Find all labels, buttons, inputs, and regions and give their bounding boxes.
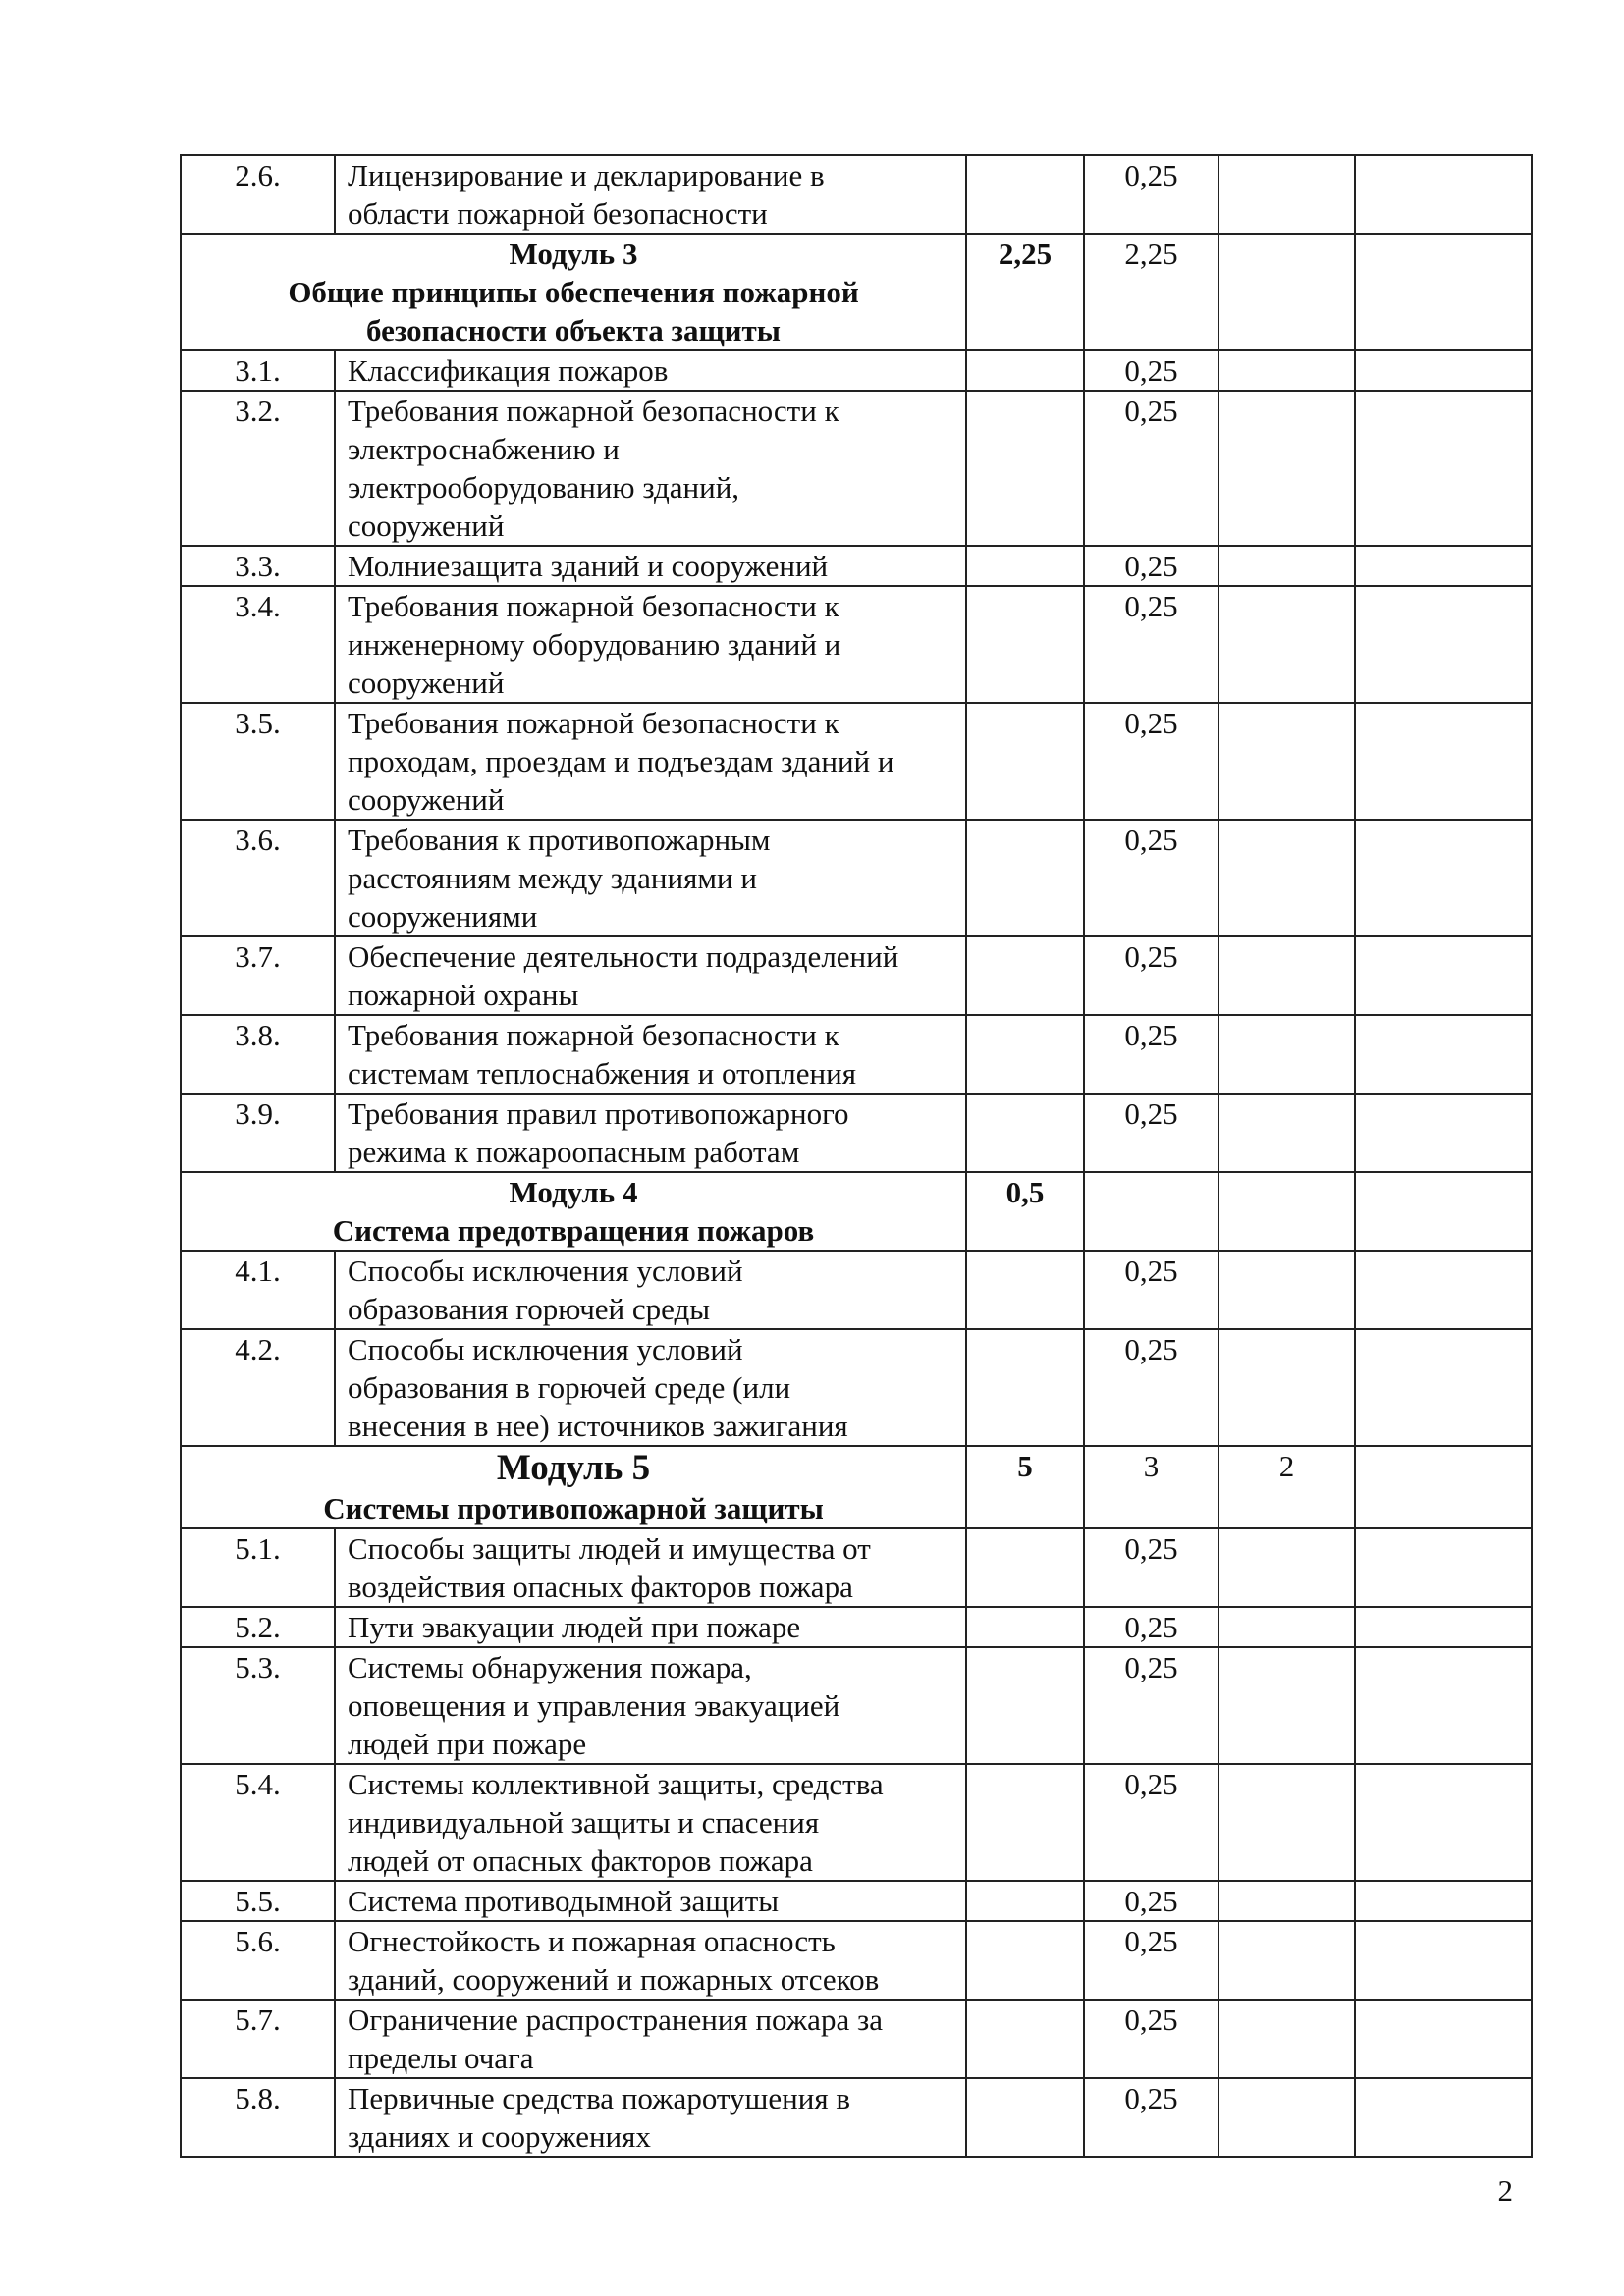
topic-line: Способы исключения условий: [348, 1332, 743, 1366]
topic-cell: [335, 820, 966, 936]
topic-cell: [335, 1528, 966, 1607]
item-number-cell: 5.4.: [181, 1764, 335, 1881]
other-hours-cell: [1355, 1172, 1532, 1251]
total-hours-cell: [966, 703, 1084, 820]
other-hours-cell: [1355, 1921, 1532, 2000]
topic-cell: [335, 586, 966, 703]
practice-hours-cell: [1218, 1764, 1355, 1881]
topic-line: Способы защиты людей и имущества от: [348, 1531, 871, 1566]
topic-line: индивидуальной защиты и спасения: [348, 1805, 820, 1840]
other-hours-cell: [1355, 350, 1532, 391]
table-row: [181, 2000, 1532, 2078]
practice-hours-cell: 2: [1218, 1446, 1355, 1528]
lecture-hours-cell: 0,25: [1084, 1251, 1218, 1329]
lecture-hours-cell: 0,25: [1084, 1329, 1218, 1446]
other-hours-cell: [1355, 820, 1532, 936]
table-row: [181, 1647, 1532, 1764]
lecture-hours-cell: 0,25: [1084, 1015, 1218, 1094]
lecture-hours-cell: 0,25: [1084, 155, 1218, 234]
table-row: [181, 1329, 1532, 1446]
topic-line: системам теплоснабжения и отопления: [348, 1056, 856, 1091]
topic-cell: [335, 1647, 966, 1764]
practice-hours-cell: [1218, 936, 1355, 1015]
topic-line: режима к пожароопасным работам: [348, 1135, 800, 1169]
lecture-hours-cell: 0,25: [1084, 1647, 1218, 1764]
module-title-cell: [181, 1446, 966, 1528]
practice-hours-cell: [1218, 1921, 1355, 2000]
topic-line: воздействия опасных факторов пожара: [348, 1570, 853, 1604]
topic-line: Системы коллективной защиты, средства: [348, 1767, 884, 1801]
other-hours-cell: [1355, 1094, 1532, 1172]
topic-line: образования в горючей среде (или: [348, 1370, 791, 1405]
table-row: [181, 820, 1532, 936]
module-header-row: [181, 1172, 1532, 1251]
topic-line: области пожарной безопасности: [348, 196, 768, 231]
item-number-cell: 3.2.: [181, 391, 335, 546]
total-hours-cell: [966, 1015, 1084, 1094]
practice-hours-cell: [1218, 1251, 1355, 1329]
module-title-cell: [181, 1172, 966, 1251]
item-number-cell: 4.2.: [181, 1329, 335, 1446]
practice-hours-cell: [1218, 234, 1355, 350]
item-number-cell: 5.5.: [181, 1881, 335, 1921]
total-hours-cell: 2,25: [966, 234, 1084, 350]
lecture-hours-cell: 0,25: [1084, 391, 1218, 546]
other-hours-cell: [1355, 1528, 1532, 1607]
item-number-cell: 3.6.: [181, 820, 335, 936]
total-hours-cell: [966, 1921, 1084, 2000]
module-name: Модуль 3: [509, 237, 638, 271]
practice-hours-cell: [1218, 1881, 1355, 1921]
lecture-hours-cell: 0,25: [1084, 1764, 1218, 1881]
module-header-row: [181, 1446, 1532, 1528]
item-number-cell: 5.2.: [181, 1607, 335, 1647]
other-hours-cell: [1355, 1607, 1532, 1647]
topic-line: пределы очага: [348, 2041, 534, 2075]
topic-line: Система противодымной защиты: [348, 1884, 780, 1918]
topic-line: пожарной охраны: [348, 978, 579, 1012]
total-hours-cell: [966, 820, 1084, 936]
lecture-hours-cell: 0,25: [1084, 1607, 1218, 1647]
other-hours-cell: [1355, 155, 1532, 234]
topic-line: сооружений: [348, 508, 505, 543]
practice-hours-cell: [1218, 1172, 1355, 1251]
table-row: [181, 1094, 1532, 1172]
table-row: [181, 2078, 1532, 2157]
topic-cell: [335, 2000, 966, 2078]
topic-cell: [335, 703, 966, 820]
other-hours-cell: [1355, 1015, 1532, 1094]
total-hours-cell: [966, 546, 1084, 586]
item-number-cell: 3.5.: [181, 703, 335, 820]
topic-line: внесения в нее) источников зажигания: [348, 1409, 848, 1443]
lecture-hours-cell: 0,25: [1084, 936, 1218, 1015]
lecture-hours-cell: 3: [1084, 1446, 1218, 1528]
topic-line: оповещения и управления эвакуацией: [348, 1688, 840, 1723]
other-hours-cell: [1355, 703, 1532, 820]
topic-line: зданиях и сооружениях: [348, 2119, 651, 2154]
lecture-hours-cell: 0,25: [1084, 1921, 1218, 2000]
module-name: Модуль 5: [496, 1448, 651, 1488]
total-hours-cell: [966, 1528, 1084, 1607]
practice-hours-cell: [1218, 1607, 1355, 1647]
other-hours-cell: [1355, 1446, 1532, 1528]
lecture-hours-cell: 0,25: [1084, 1528, 1218, 1607]
topic-line: людей при пожаре: [348, 1727, 587, 1761]
lecture-hours-cell: 0,25: [1084, 2000, 1218, 2078]
other-hours-cell: [1355, 1647, 1532, 1764]
table-row: [181, 1764, 1532, 1881]
total-hours-cell: [966, 391, 1084, 546]
module-title-line: Общие принципы обеспечения пожарной: [288, 275, 859, 309]
topic-cell: [335, 936, 966, 1015]
practice-hours-cell: [1218, 703, 1355, 820]
curriculum-table: [180, 154, 1533, 2158]
topic-line: Требования пожарной безопасности к: [348, 706, 839, 740]
module-title-line: Система предотвращения пожаров: [332, 1213, 815, 1248]
item-number-cell: 4.1.: [181, 1251, 335, 1329]
lecture-hours-cell: 0,25: [1084, 1094, 1218, 1172]
practice-hours-cell: [1218, 2078, 1355, 2157]
topic-line: Первичные средства пожаротушения в: [348, 2081, 850, 2115]
other-hours-cell: [1355, 546, 1532, 586]
topic-line: Требования пожарной безопасности к: [348, 589, 839, 623]
module-title-line: Системы противопожарной защиты: [323, 1491, 824, 1525]
topic-line: Молниезащита зданий и сооружений: [348, 549, 829, 583]
practice-hours-cell: [1218, 1329, 1355, 1446]
topic-line: проходам, проездам и подъездам зданий и: [348, 744, 894, 778]
topic-cell: [335, 1764, 966, 1881]
topic-cell: [335, 391, 966, 546]
lecture-hours-cell: 0,25: [1084, 1881, 1218, 1921]
topic-line: Пути эвакуации людей при пожаре: [348, 1610, 801, 1644]
topic-cell: [335, 1607, 966, 1647]
total-hours-cell: [966, 155, 1084, 234]
total-hours-cell: 5: [966, 1446, 1084, 1528]
topic-line: Лицензирование и декларирование в: [348, 158, 825, 192]
practice-hours-cell: [1218, 546, 1355, 586]
table-row: [181, 350, 1532, 391]
table-row: [181, 1015, 1532, 1094]
practice-hours-cell: [1218, 2000, 1355, 2078]
practice-hours-cell: [1218, 155, 1355, 234]
lecture-hours-cell: 0,25: [1084, 820, 1218, 936]
lecture-hours-cell: 2,25: [1084, 234, 1218, 350]
total-hours-cell: [966, 1764, 1084, 1881]
table-row: [181, 1881, 1532, 1921]
other-hours-cell: [1355, 1881, 1532, 1921]
topic-line: зданий, сооружений и пожарных отсеков: [348, 1962, 880, 1997]
topic-cell: [335, 1921, 966, 2000]
total-hours-cell: [966, 1881, 1084, 1921]
item-number-cell: 2.6.: [181, 155, 335, 234]
topic-line: сооружениями: [348, 899, 538, 934]
other-hours-cell: [1355, 936, 1532, 1015]
total-hours-cell: [966, 1251, 1084, 1329]
item-number-cell: 3.1.: [181, 350, 335, 391]
topic-cell: [335, 546, 966, 586]
table-row: [181, 703, 1532, 820]
practice-hours-cell: [1218, 1094, 1355, 1172]
module-title-cell: [181, 234, 966, 350]
table-row: [181, 1251, 1532, 1329]
topic-line: расстояниям между зданиями и: [348, 861, 757, 895]
table-row: [181, 586, 1532, 703]
topic-cell: [335, 1015, 966, 1094]
total-hours-cell: [966, 586, 1084, 703]
table-row: [181, 1607, 1532, 1647]
other-hours-cell: [1355, 2000, 1532, 2078]
other-hours-cell: [1355, 1251, 1532, 1329]
curriculum-table-body: [181, 155, 1532, 2157]
topic-line: людей от опасных факторов пожара: [348, 1843, 813, 1878]
item-number-cell: 3.3.: [181, 546, 335, 586]
total-hours-cell: [966, 2000, 1084, 2078]
item-number-cell: 5.7.: [181, 2000, 335, 2078]
table-row: [181, 155, 1532, 234]
table-row: [181, 936, 1532, 1015]
other-hours-cell: [1355, 234, 1532, 350]
item-number-cell: 3.8.: [181, 1015, 335, 1094]
lecture-hours-cell: [1084, 1172, 1218, 1251]
lecture-hours-cell: 0,25: [1084, 586, 1218, 703]
item-number-cell: 5.3.: [181, 1647, 335, 1764]
item-number-cell: 3.7.: [181, 936, 335, 1015]
total-hours-cell: [966, 1329, 1084, 1446]
total-hours-cell: [966, 936, 1084, 1015]
practice-hours-cell: [1218, 1528, 1355, 1607]
topic-line: Способы исключения условий: [348, 1254, 743, 1288]
topic-line: Ограничение распространения пожара за: [348, 2002, 883, 2037]
practice-hours-cell: [1218, 391, 1355, 546]
topic-line: сооружений: [348, 782, 505, 817]
topic-line: Классификация пожаров: [348, 353, 669, 388]
table-row: [181, 1528, 1532, 1607]
topic-cell: [335, 155, 966, 234]
topic-line: Требования правил противопожарного: [348, 1096, 849, 1131]
lecture-hours-cell: 0,25: [1084, 350, 1218, 391]
practice-hours-cell: [1218, 820, 1355, 936]
topic-line: Требования пожарной безопасности к: [348, 1018, 839, 1052]
lecture-hours-cell: 0,25: [1084, 2078, 1218, 2157]
other-hours-cell: [1355, 391, 1532, 546]
page-number: 2: [1497, 2173, 1513, 2208]
table-row: [181, 391, 1532, 546]
item-number-cell: 3.4.: [181, 586, 335, 703]
item-number-cell: 5.1.: [181, 1528, 335, 1607]
total-hours-cell: 0,5: [966, 1172, 1084, 1251]
topic-line: образования горючей среды: [348, 1292, 711, 1326]
module-name: Модуль 4: [509, 1175, 638, 1209]
topic-line: инженерному оборудованию зданий и: [348, 627, 841, 662]
total-hours-cell: [966, 350, 1084, 391]
table-row: [181, 1921, 1532, 2000]
total-hours-cell: [966, 1647, 1084, 1764]
item-number-cell: 5.8.: [181, 2078, 335, 2157]
topic-line: Огнестойкость и пожарная опасность: [348, 1924, 836, 1958]
topic-line: Обеспечение деятельности подразделений: [348, 939, 899, 974]
topic-line: Требования пожарной безопасности к: [348, 394, 839, 428]
topic-line: Требования к противопожарным: [348, 823, 771, 857]
other-hours-cell: [1355, 586, 1532, 703]
lecture-hours-cell: 0,25: [1084, 703, 1218, 820]
topic-cell: [335, 2078, 966, 2157]
total-hours-cell: [966, 2078, 1084, 2157]
practice-hours-cell: [1218, 350, 1355, 391]
topic-cell: [335, 1329, 966, 1446]
module-header-row: [181, 234, 1532, 350]
module-title-line: безопасности объекта защиты: [366, 313, 781, 347]
practice-hours-cell: [1218, 1015, 1355, 1094]
topic-cell: [335, 1251, 966, 1329]
topic-line: электрооборудованию зданий,: [348, 470, 740, 505]
topic-line: Системы обнаружения пожара,: [348, 1650, 752, 1684]
topic-cell: [335, 1881, 966, 1921]
total-hours-cell: [966, 1607, 1084, 1647]
item-number-cell: 3.9.: [181, 1094, 335, 1172]
table-row: [181, 546, 1532, 586]
topic-cell: [335, 1094, 966, 1172]
other-hours-cell: [1355, 2078, 1532, 2157]
other-hours-cell: [1355, 1764, 1532, 1881]
practice-hours-cell: [1218, 1647, 1355, 1764]
practice-hours-cell: [1218, 586, 1355, 703]
other-hours-cell: [1355, 1329, 1532, 1446]
lecture-hours-cell: 0,25: [1084, 546, 1218, 586]
total-hours-cell: [966, 1094, 1084, 1172]
topic-line: сооружений: [348, 666, 505, 700]
topic-line: электроснабжению и: [348, 432, 620, 466]
topic-cell: [335, 350, 966, 391]
item-number-cell: 5.6.: [181, 1921, 335, 2000]
